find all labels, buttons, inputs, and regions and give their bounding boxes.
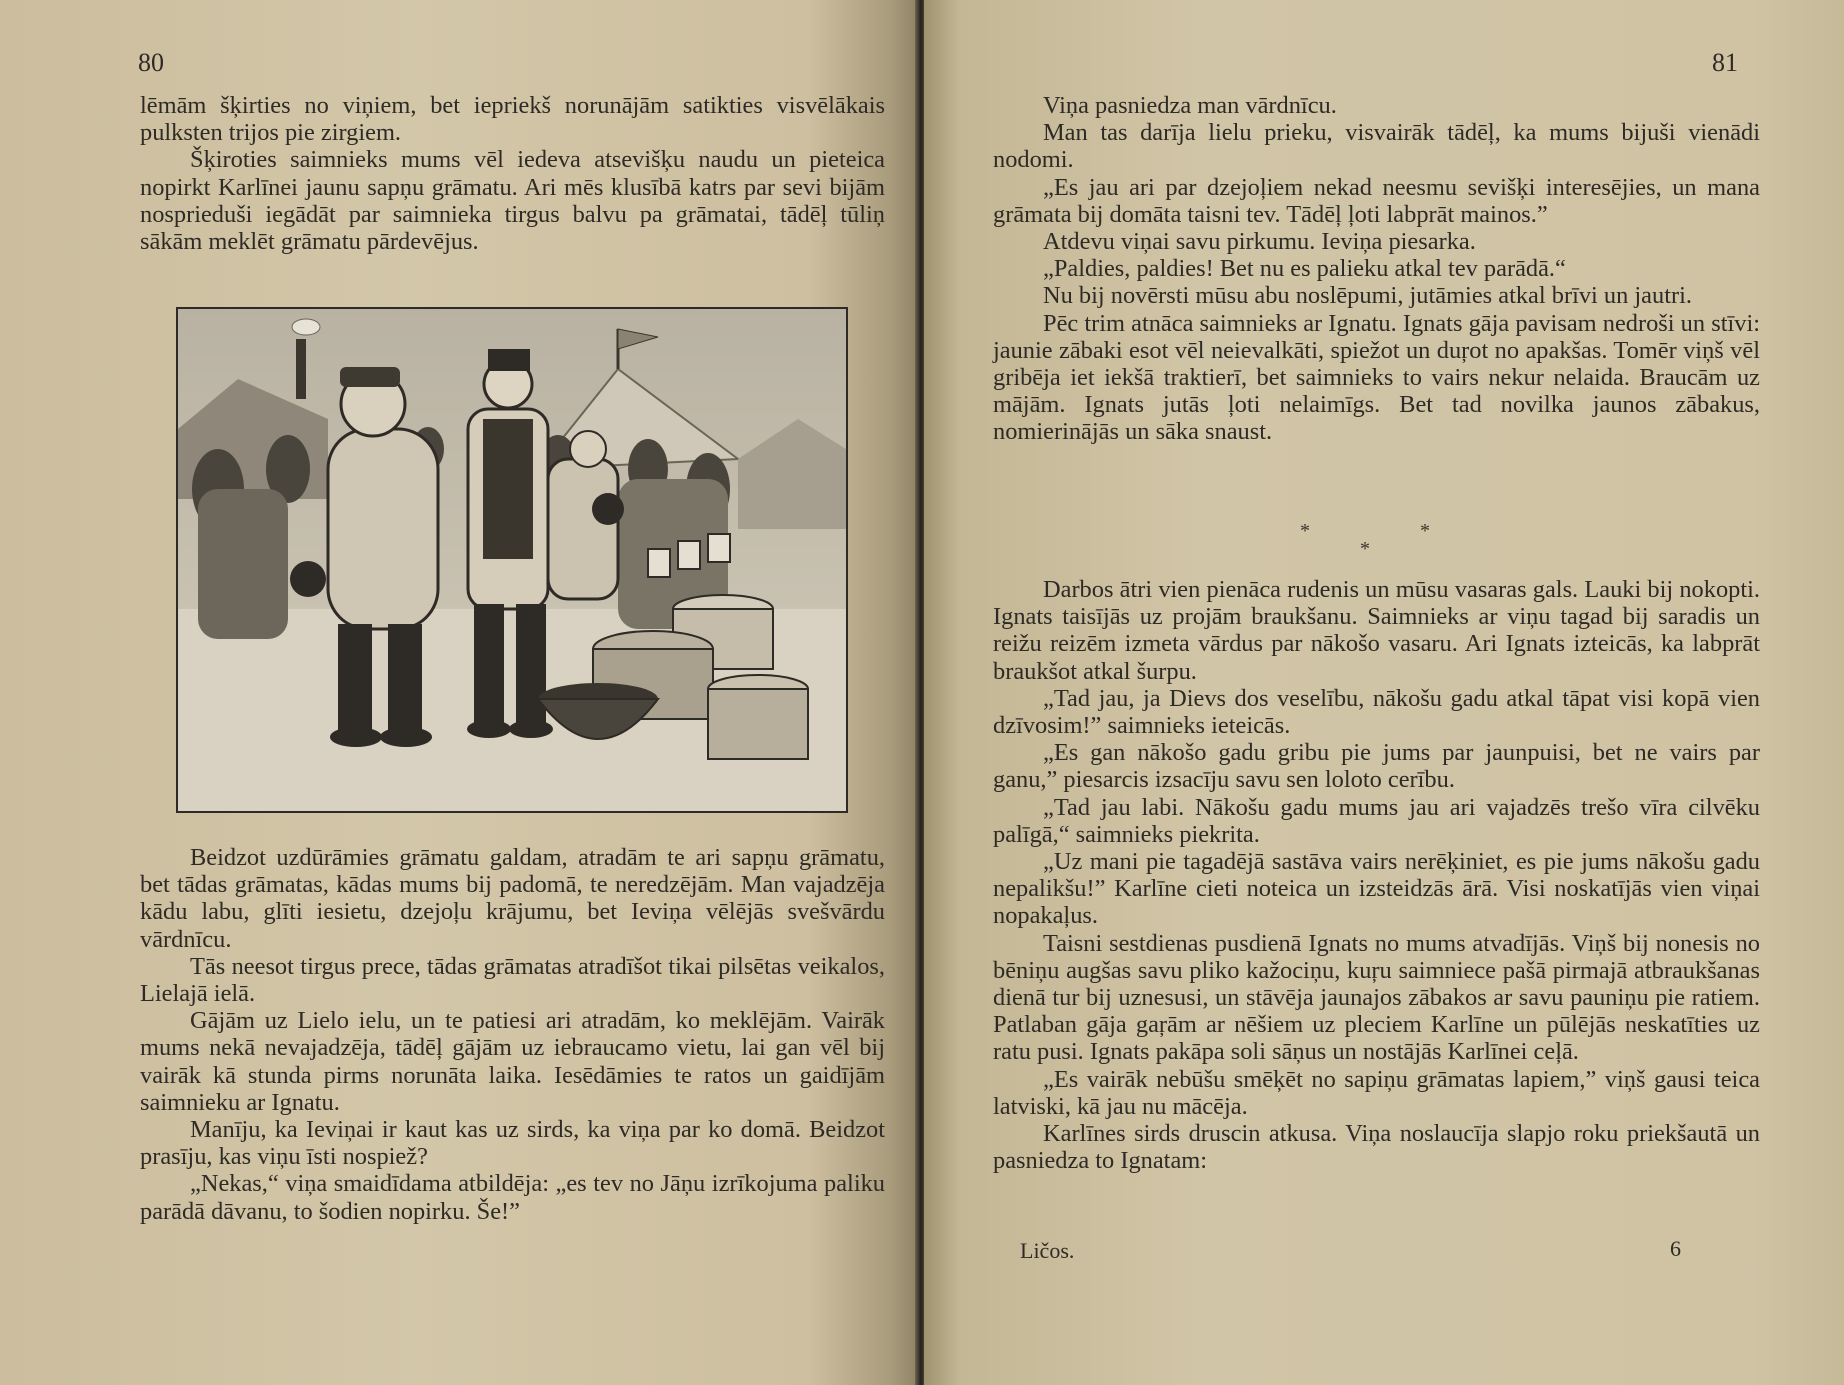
paragraph: Šķiroties saimnieks mums vēl iedeva atsevišķu naudu un pieteica nopirkt Karlīnei jaunu sapņu grāmatu. Ari mēs klusībā katrs par sevi bijām nosprieduši iegādāt par saimnieka tirgus balvu pa grāmatai, tādēļ tūliņ sākām meklēt grāmatu pārdevējus. [140,146,885,256]
right-page [924,0,1844,1385]
paragraph: Nu bij novērsti mūsu abu noslēpumi, jutāmies atkal brīvi un jautri. [1043,282,1692,310]
footer-signature: Ličos. [1020,1238,1075,1263]
paragraph: Pēc trim atnāca saimnieks ar Ignatu. Ignats gāja pavisam nedroši un stīvi: jaunie zābaki esot vēl neievalkāti, spiežot un duŗot no apakšas. Tomēr viņš vēl gribēja iet iekšā traktierī, bet saimnieks to vairs nekur nelaida. Braucām uz mājām. Ignats jutās ļoti nelaimīgs. Bet tad novilka jaunos zābakus, nomierinājās un sāka snaust. [993,309,1760,446]
section-break-star: * [1420,520,1430,542]
paragraph: Manīju, ka Ieviņai ir kaut kas uz sirds, ka viņa par ko domā. Beidzot prasīju, kas viņu īsti nospiež? [140,1116,885,1171]
paragraph: Taisni sestdienas pusdienā Ignats no mums atvadījās. Viņš bij nonesis no bēniņu augšas savu pliko kažociņu, kuŗu saimniece pašā pirmajā atbraukšanas dienā tur bij uznesusi, un stāvēja jaunajos zābakos ar savu pauniņu pie ratiem. Patlaban gāja gaŗām ar nēšiem uz pleciem Karlīne un pūlējās neskatīties uz ratu pusi. Ignats pakāpa soli sāņus un nostājās Karlīnei ceļā. [993,929,1760,1066]
paragraph: „Es vairāk nebūšu smēķēt no sapiņu grāmatas lapiem,” viņš gausi teica latviski, kā jau nu mācēja. [993,1065,1760,1120]
market-illustration [176,307,848,813]
right-text-bottom [993,576,1760,1174]
illustration-drawing [178,309,846,811]
paragraph: „Tad jau labi. Nākošu gadu mums jau ari vajadzēs trešo vīra cilvēku palīgā,“ saimnieks piekrita. [993,793,1760,848]
paragraph: „Nekas,“ viņa smaidīdama atbildēja: „es tev no Jāņu izrīkojuma paliku parādā dāvanu, to šodien nopirku. Še!” [140,1170,885,1225]
section-break [1290,520,1470,560]
paragraph: „Es gan nākošo gadu gribu pie jums par jaunpuisi, bet ne vairs par ganu,” piesarcis izsacīju savu sen loloto cerību. [993,739,1760,794]
paragraph: „Paldies, paldies! Bet nu es palieku atkal tev parādā.“ [1043,255,1566,283]
left-text-bottom [140,844,885,1225]
left-page [0,0,918,1385]
paragraph: Tās neesot tirgus prece, tādas grāmatas atradīšot tikai pilsētas veikalos, Lielajā ielā. [140,952,885,1008]
right-text-top [993,92,1760,446]
footer-signature-number: 6 [1670,1236,1681,1261]
paragraph: Gājām uz Lielo ielu, un te patiesi ari atradām, ko meklējām. Vairāk mums nekā nevajadzēja, tādēļ gājām uz iebraucamo vietu, lai gan vēl bij vairāk kā stunda pirms norunāta laika. Iesēdāmies te ratos un gaidījām saimnieku ar Ignatu. [140,1007,885,1116]
paragraph: Darbos ātri vien pienāca rudenis un mūsu vasaras gals. Lauki bij nokopti. Ignats taisījās uz projām braukšanu. Saimnieks ar viņu tagad bij saradis un reižu reizēm izmeta vārdus par nākošo vasaru. Ari Ignats izteicās, ka labprāt braukšot atkal šurpu. [993,576,1760,685]
paragraph: lēmām šķirties no viņiem, bet iepriekš norunājām satikties visvēlākais pulksten trijos pie zirgiem. [140,92,885,147]
paragraph: Viņa pasniedza man vārdnīcu. [1043,92,1337,119]
page-number-left: 80 [138,48,164,77]
paragraph: Man tas darīja lielu prieku, visvairāk tādēļ, ka mums bijuši vienādi nodomi. [993,119,1760,174]
paragraph: Atdevu viņai savu pirkumu. Ieviņa piesarka. [1043,228,1476,256]
paragraph: „Tad jau, ja Dievs dos veselību, nākošu gadu atkal tāpat visi kopā vien dzīvosim!” saimnieks ieteicās. [993,684,1760,740]
paragraph: „Es jau ari par dzejoļiem nekad neesmu sevišķi interesējies, un mana grāmata bij domāta taisni tev. Tādēļ ļoti labprāt mainos.” [993,173,1760,228]
paragraph: Beidzot uzdūrāmies grāmatu galdam, atradām te ari sapņu grāmatu, bet tādas grāmatas, kādas mums bij padomā, te neredzējām. Man vajadzēja kādu labu, glīti iesietu, dzejoļu krājumu, bet Ieviņa vēlējās svešvārdu vārdnīcu. [140,844,885,953]
section-break-star: * [1300,520,1310,542]
left-text-top [140,92,885,255]
paragraph: Karlīnes sirds druscin atkusa. Viņa noslaucīja slapjo roku priekšautā un pasniedza to Ignatam: [993,1120,1760,1175]
page-number-right: 81 [1712,48,1738,77]
section-break-star: * [1360,538,1370,560]
paragraph: „Uz mani pie tagadējā sastāva vairs nerēķiniet, es pie jums nākošu gadu nepalikšu!” Karlīne cieti noteica un izsteidzās ārā. Visi noskatījās vien viņai nopakaļus. [993,848,1760,930]
